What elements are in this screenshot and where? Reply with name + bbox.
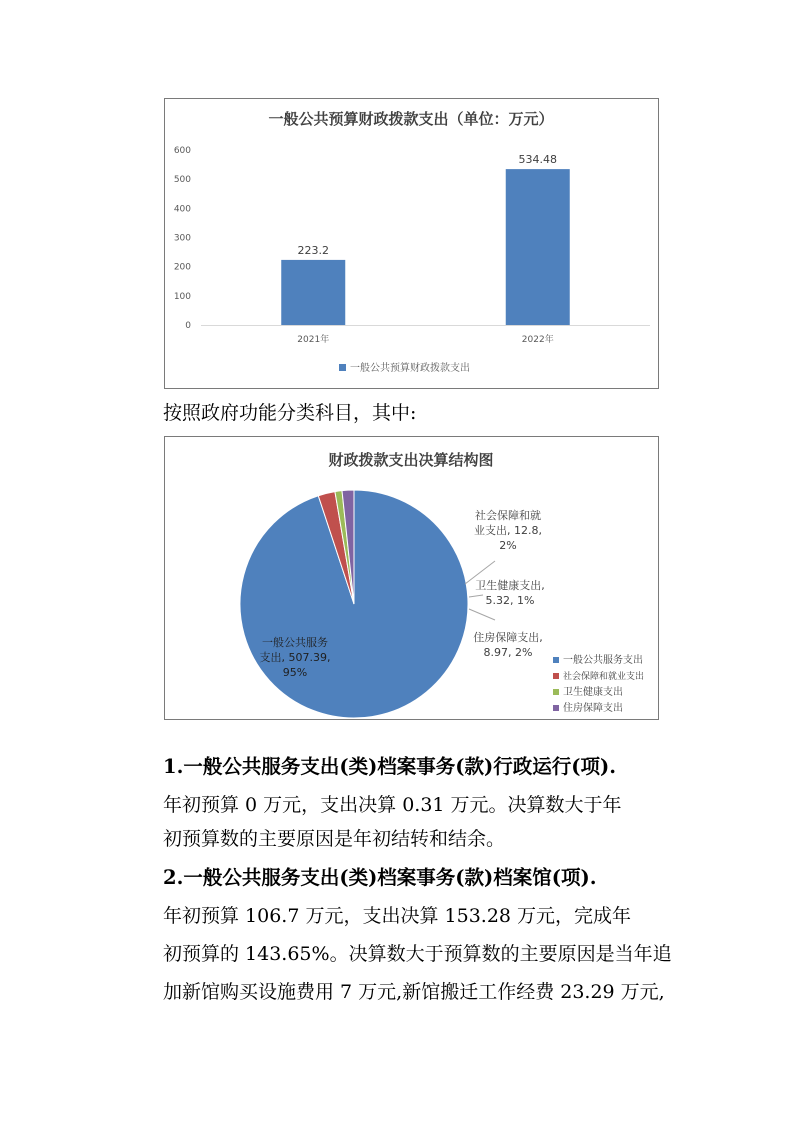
intro-text: 按照政府功能分类科目，其中: — [163, 402, 417, 424]
y-tick-label: 300 — [173, 233, 191, 244]
y-tick-label: 200 — [173, 262, 191, 273]
item1-line2: 初预算数的主要原因是年初结转和结余。 — [163, 828, 506, 850]
pie-chart — [165, 437, 658, 719]
pie-legend-label: 住房保障支出 — [563, 703, 623, 714]
pie-data-label: 卫生健康支出, 5.32, 1% — [475, 579, 545, 607]
item2-line3: 加新馆购买设施费用 7 万元,新馆搬迁工作经费 23.29 万元, — [163, 981, 665, 1003]
bar-data-label: 534.48 — [518, 153, 557, 167]
y-tick-label: 500 — [173, 175, 191, 186]
item1-heading: 1.一般公共服务支出(类)档案事务(款)行政运行(项). — [163, 755, 617, 778]
pie-data-label: 住房保障支出, 8.97, 2% — [473, 631, 543, 659]
bar-chart-title: 一般公共预算财政拨款支出（单位：万元） — [268, 110, 554, 128]
item1-line1: 年初预算 0 万元，支出决算 0.31 万元。决算数大于年 — [163, 794, 622, 816]
y-tick-label: 100 — [173, 291, 191, 302]
pie-leader-line — [469, 609, 495, 620]
pie-data-label: 社会保障和就业支出, 12.8, 2% — [474, 509, 542, 552]
x-tick-label: 2022年 — [521, 335, 554, 345]
item2-line1: 年初预算 106.7 万元，支出决算 153.28 万元，完成年 — [163, 905, 632, 927]
bar — [506, 169, 570, 325]
y-tick-label: 0 — [185, 321, 191, 331]
pie-leader-line — [469, 595, 483, 597]
x-tick-label: 2021年 — [297, 335, 330, 345]
y-tick-label: 400 — [173, 204, 191, 215]
item2-heading: 2.一般公共服务支出(类)档案事务(款)档案馆(项). — [163, 866, 597, 889]
item2-line2: 初预算的 143.65%。决算数大于预算数的主要原因是当年追 — [163, 943, 672, 965]
pie-chart-title: 财政拨款支出决算结构图 — [328, 451, 494, 469]
pie-legend-swatch — [553, 673, 559, 679]
pie-legend-label: 一般公共服务支出 — [563, 655, 643, 666]
pie-chart-panel — [164, 436, 659, 720]
pie-legend-swatch — [553, 705, 559, 711]
bar — [281, 260, 345, 325]
pie-legend-label: 社会保障和就业支出 — [563, 672, 645, 682]
bar-chart — [165, 99, 658, 388]
legend-swatch — [339, 364, 346, 371]
pie-legend-swatch — [553, 657, 559, 663]
pie-legend-label: 卫生健康支出 — [563, 687, 623, 698]
pie-legend-swatch — [553, 689, 559, 695]
y-tick-label: 600 — [173, 146, 191, 156]
bar-data-label: 223.2 — [297, 243, 329, 257]
pie-data-label: 一般公共服务支出, 507.39, 95% — [259, 636, 331, 679]
bar-chart-panel — [164, 98, 659, 389]
legend-label: 一般公共预算财政拨款支出 — [350, 363, 470, 374]
